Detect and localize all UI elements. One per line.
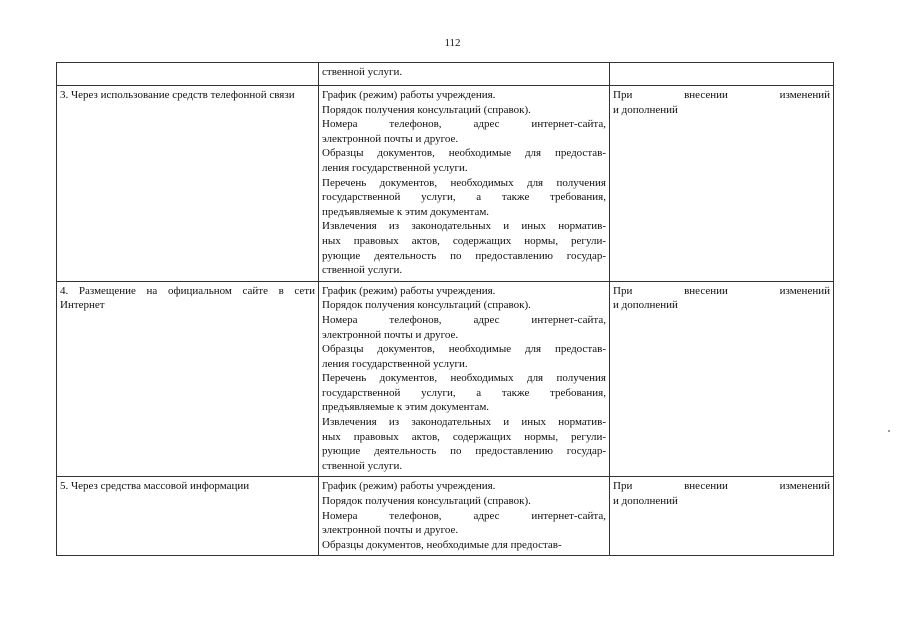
method-text: 5. Через средства массовой информации: [60, 480, 250, 493]
content-line: Образцы документов, необходимые для предостав-: [322, 343, 606, 356]
update-period-word: внесении: [684, 89, 728, 101]
update-period-line: и дополнений: [613, 299, 678, 312]
content-line: Порядок получения консультаций (справок).: [322, 495, 531, 508]
table-row: [57, 477, 834, 556]
content-line: График (режим) работы учреждения.: [322, 480, 496, 493]
content-line: График (режим) работы учреждения.: [322, 89, 496, 101]
content-line: Номера телефонов, адрес интернет-сайта,: [322, 509, 606, 522]
info-methods-table: [56, 62, 834, 556]
table-row: [57, 63, 834, 86]
update-period-cell: [610, 86, 834, 282]
update-period-cell: [610, 477, 834, 556]
content-line: ственной услуги.: [322, 66, 403, 78]
content-line: ственной услуги.: [322, 264, 403, 277]
update-period-cell: [610, 63, 834, 86]
content-line: государственной услуги, а также требования,: [322, 386, 606, 399]
content-line: ственной услуги.: [322, 459, 403, 472]
scan-speck: [888, 430, 890, 432]
content-line: Порядок получения консультаций (справок).: [322, 103, 531, 116]
update-period-word: При: [613, 284, 633, 297]
content-line: Извлечения из законодательных и иных норматив-: [322, 220, 606, 233]
update-period-word: внесении: [684, 480, 728, 493]
content-line: рующие деятельность по предоставлению государ-: [322, 249, 606, 262]
content-cell: [319, 477, 610, 556]
content-line: ных правовых актов, содержащих нормы, регули-: [322, 430, 606, 443]
update-period-word: изменений: [779, 284, 830, 297]
update-period-word: При: [613, 480, 633, 493]
content-line: Номера телефонов, адрес интернет-сайта,: [322, 313, 606, 326]
content-cell: [319, 281, 610, 477]
content-cell: [319, 86, 610, 282]
update-period-line: и дополнений: [613, 495, 678, 508]
content-line: электронной почты и другое.: [322, 524, 459, 537]
method-cell: [57, 86, 319, 282]
content-line: Номера телефонов, адрес интернет-сайта,: [322, 118, 606, 131]
update-period-word: При: [613, 89, 633, 101]
update-period-word: изменений: [779, 89, 830, 101]
page-number: 112: [444, 37, 461, 49]
content-line: предъявляемые к этим документам.: [322, 205, 490, 218]
update-period-word: изменений: [779, 480, 830, 493]
method-text: 3. Через использование средств телефонной связи: [60, 89, 295, 101]
table-row: [57, 86, 834, 282]
content-line: Перечень документов, необходимых для получения: [322, 176, 606, 189]
content-line: электронной почты и другое.: [322, 328, 459, 341]
content-line: Образцы документов, необходимые для предостав-: [322, 147, 606, 160]
content-line: ных правовых актов, содержащих нормы, регули-: [322, 234, 606, 247]
content-line: Образцы документов, необходимые для предостав-: [322, 538, 562, 551]
update-period-word: внесении: [684, 284, 728, 297]
method-cell: [57, 63, 319, 86]
method-cell: [57, 281, 319, 477]
update-period-line: и дополнений: [613, 103, 678, 116]
content-cell: [319, 63, 610, 86]
content-line: График (режим) работы учреждения.: [322, 284, 496, 297]
method-cell: [57, 477, 319, 556]
method-text: 4. Размещение на официальном сайте в сети Интернет: [60, 284, 315, 312]
content-line: государственной услуги, а также требования,: [322, 191, 606, 204]
content-line: ления государственной услуги.: [322, 161, 468, 174]
content-line: ления государственной услуги.: [322, 357, 468, 370]
content-line: Извлечения из законодательных и иных норматив-: [322, 416, 606, 429]
update-period-cell: [610, 281, 834, 477]
content-line: Порядок получения консультаций (справок).: [322, 299, 531, 312]
content-line: рующие деятельность по предоставлению государ-: [322, 445, 606, 458]
content-line: электронной почты и другое.: [322, 132, 459, 145]
table-row: [57, 281, 834, 477]
content-line: Перечень документов, необходимых для получения: [322, 372, 606, 385]
content-line: предъявляемые к этим документам.: [322, 401, 490, 414]
